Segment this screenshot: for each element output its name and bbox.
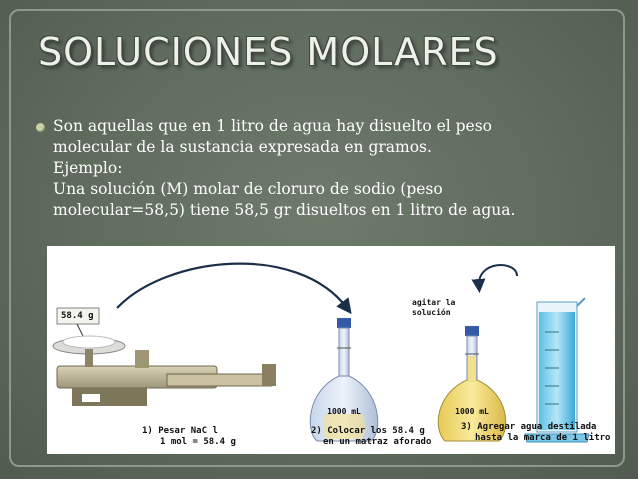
bullet-line: Son aquellas que en 1 litro de agua hay disuelto el peso — [53, 117, 493, 135]
agitar-label — [412, 298, 455, 318]
step1-line: 1 mol = 58.4 g — [160, 437, 236, 447]
bullet-line: Una solución (M) molar de cloruro de sodio (peso — [53, 180, 443, 198]
balance-scale — [53, 336, 276, 406]
flask-empty-solution — [310, 318, 378, 441]
bullet-line: molecular de la sustancia expresada en gramos. — [53, 138, 432, 156]
bullet-text — [53, 116, 596, 221]
step1-caption — [142, 426, 236, 448]
step3-line: hasta la marca de 1 litro — [475, 433, 611, 443]
agitar-line: agitar la — [412, 298, 456, 307]
step3-line: 3) Agregar agua destilada — [461, 422, 597, 432]
bullet-point — [36, 116, 596, 221]
step2-line: en un matraz aforado — [323, 437, 432, 447]
bullet-icon — [36, 123, 45, 132]
flask2-label: 1000 mL — [455, 407, 489, 416]
bullet-line: Ejemplo: — [53, 159, 123, 177]
arrow-to-flask2 — [479, 265, 517, 286]
graduated-cylinder — [525, 298, 589, 442]
agitar-line: solución — [412, 308, 451, 317]
step1-line: 1) Pesar NaC l — [142, 426, 218, 436]
scale-reading: 58.4 g — [61, 311, 94, 321]
arrow-scale-to-flask — [117, 264, 347, 308]
bullet-line: molecular=58,5) tiene 58,5 gr disueltos en 1 litro de agua. — [53, 201, 516, 219]
step3-caption — [461, 422, 610, 444]
step2-caption — [311, 426, 431, 448]
step2-line: 2) Colocar los 58.4 g — [311, 426, 425, 436]
procedure-illustration — [47, 246, 615, 454]
flask1-label: 1000 mL — [327, 407, 361, 416]
slide-title: SOLUCIONES MOLARES — [38, 30, 499, 74]
